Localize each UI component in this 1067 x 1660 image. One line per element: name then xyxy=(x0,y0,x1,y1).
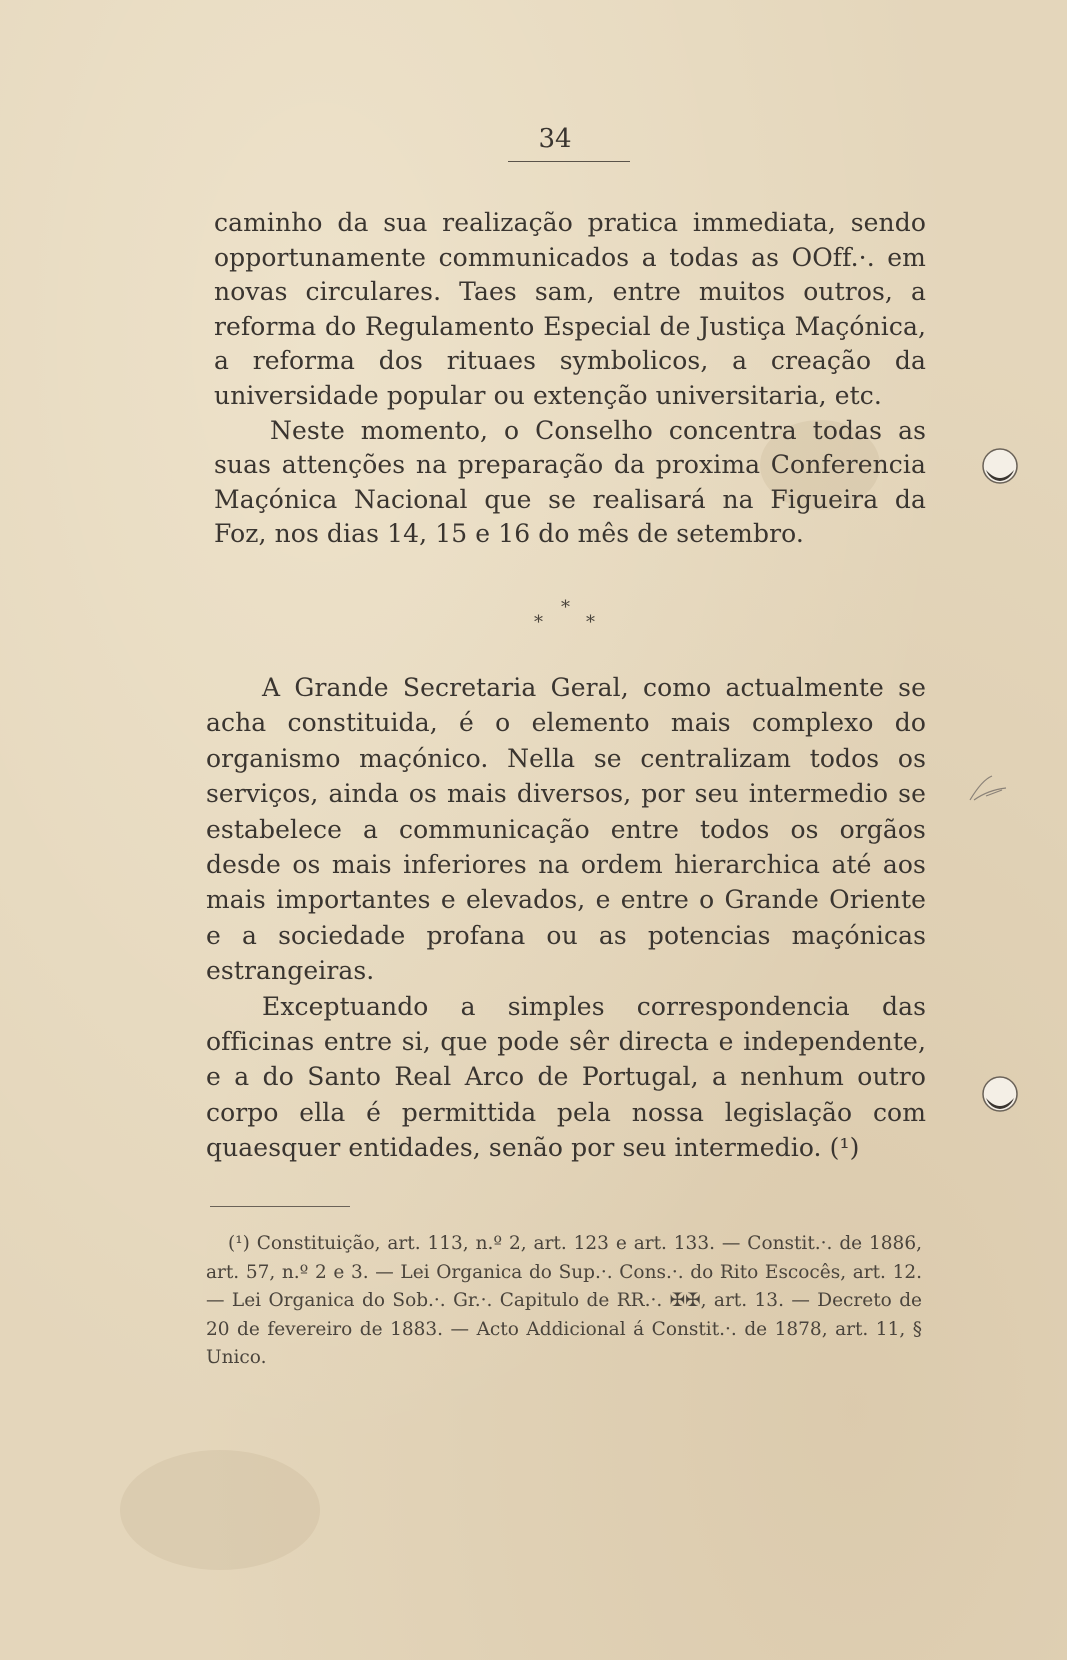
margin-pencil-mark xyxy=(966,770,1016,810)
section-asterism xyxy=(500,597,640,637)
asterism-star-top: * xyxy=(561,597,570,618)
main-text-block-1 xyxy=(214,206,926,552)
main-text-block-2 xyxy=(206,670,926,1166)
paragraph-4 xyxy=(206,989,926,1166)
footnote-rule xyxy=(210,1206,350,1207)
footnote-reference: (¹) xyxy=(829,1133,860,1163)
asterism-star-right: * xyxy=(586,612,595,633)
paragraph-4-text: Exceptuando a simples correspondencia das officinas entre si, que pode sêr directa e independente, e a do Santo Real Arco de Portugal, a nenhum outro corpo ella é permittida pela nossa legislação com quaesquer entidades, senão por seu intermedio. xyxy=(206,991,926,1163)
paragraph-1: caminho da sua realização pratica immediata, sendo opportunamente communicados a todas as OOff.·. em novas circulares. Taes sam, entre muitos outros, a reforma do Regulamento Especial de Justiça Maçónica, a reforma dos rituaes symbolicos, a creação da universidade popular ou extenção universitaria, etc. xyxy=(214,208,926,410)
footnote xyxy=(206,1230,922,1373)
footnote-marker: (¹) xyxy=(228,1233,250,1254)
paragraph-2: Neste momento, o Conselho concentra todas as suas attenções na preparação da proxima Conferencia Maçónica Nacional que se realisará na Figueira da Foz, nos dias 14, 15 e 16 do mês de setembro. xyxy=(214,415,926,549)
binding-hole-bottom xyxy=(980,1074,1020,1114)
paragraph-3: A Grande Secretaria Geral, como actualmente se acha constituida, é o elemento mais complexo do organismo maçónico. Nella se centralizam todos os serviços, ainda os mais diversos, por seu intermedio se estabelece a communicação entre todos os orgãos desde os mais inferiores na ordem hierarchica até aos mais importantes e elevados, e entre o Grande Oriente e a sociedade profana ou as potencias maçónicas estrangeiras. xyxy=(206,673,926,986)
asterism-star-left: * xyxy=(534,612,543,633)
page-number-rule xyxy=(508,161,630,162)
binding-hole-top xyxy=(980,446,1020,486)
paper-stain xyxy=(120,1450,320,1570)
footnote-paragraph xyxy=(206,1230,922,1373)
footnote-text: Constituição, art. 113, n.º 2, art. 123 e art. 133. — Constit.·. de 1886, art. 57, n.º 2 e 3. — Lei Organica do Sup.·. Cons.·. do Rito Escocês, art. 12. — Lei Organica do Sob.·. Gr.·. Capitulo de RR.·. ✠✠, art. 13. — Decreto de 20 de fevereiro de 1883. — Acto Addicional á Constit.·. de 1878, art. 11, § Unico. xyxy=(206,1233,922,1368)
page-number: 34 xyxy=(538,124,572,154)
